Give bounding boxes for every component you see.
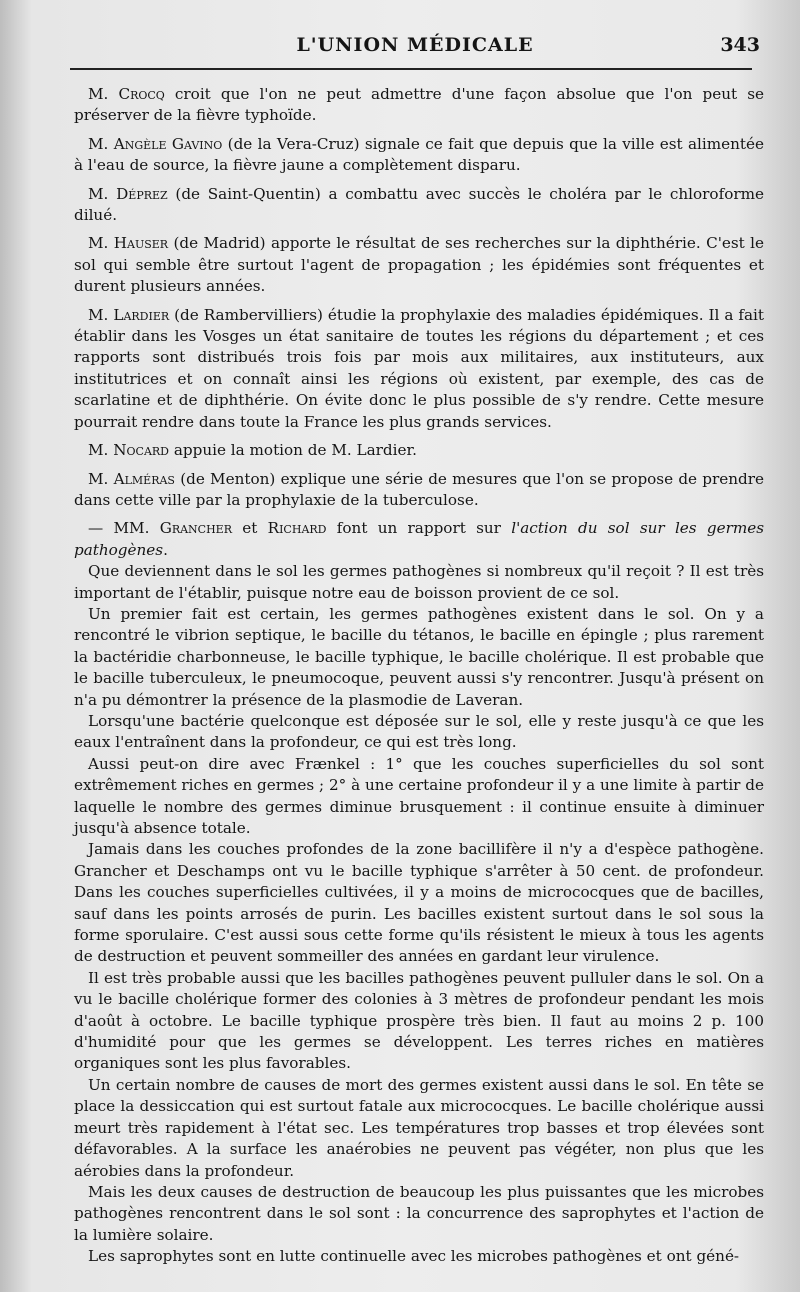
- running-title: L'UNION MÉDICALE: [296, 34, 534, 56]
- m-prefix: M.: [88, 441, 114, 460]
- speaker-name: Alméras: [113, 469, 175, 488]
- paragraph: Jamais dans les couches profondes de la zone bacillifère il n'y a d'espèce pathogène. Grancher et Deschamps ont vu le bacille typhique s'arrêter à 50 cent. de profondeur. Dans les couches superficielles cultivées, il y a moins de micrococques que de bacilles, sauf dans les points arrosés de purin. Les bacilles existent surtout dans le sol sous la forme sporulaire. C'est aussi sous cette forme qu'ils résistent le mieux à tous les agents de destruction et peuvent sommeiller des années en gardant leur virulence.: [74, 840, 764, 966]
- body-text: [74, 84, 764, 1268]
- paragraph-gavino: [74, 134, 764, 177]
- m-prefix: M.: [88, 469, 114, 488]
- page-number: 343: [720, 34, 760, 56]
- paragraph: Un certain nombre de causes de mort des germes existent aussi dans le sol. En tête se place la dessiccation qui est surtout fatale aux micrococques. Le bacille cholérique aussi meurt très rapidement à l'état sec. Les températures trop basses et trop élevées sont défavorables. A la surface les anaérobies ne peuvent pas végéter, non plus que les aérobies dans la profondeur.: [74, 1075, 764, 1180]
- paragraph-text: (de la Vera-Cruz) signale ce fait que depuis que la ville est alimentée à l'eau de source, la fièvre jaune a complètement disparu.: [74, 134, 764, 175]
- m-prefix: M.: [88, 305, 114, 324]
- speaker-name: Nocard: [113, 441, 169, 460]
- paragraph-rapport: [74, 518, 764, 561]
- speaker-name: Lardier: [113, 305, 170, 324]
- paragraph: Un premier fait est certain, les germes pathogènes existent dans le sol. On y a rencontré le vibrion septique, le bacille du tétanos, le bacille en épingle ; plus rarement la bactéridie charbonneuse, le bacille typhique, le bacille cholérique. Il est probable que le bacille tuberculeux, le pneumocoque, peuvent aussi s'y rencontrer. Jusqu'à présent on n'a pu démontrer la présence de la plasmodie de Laveran.: [74, 604, 764, 709]
- paragraph: Les saprophytes sont en lutte continuelle avec les microbes pathogènes et ont géné-: [88, 1247, 740, 1266]
- paragraph-text: croit que l'on ne peut admettre d'une façon absolue que l'on peut se préserver de la fièvre typhoïde.: [74, 85, 764, 125]
- paragraph-text: (de Rambervilliers) étudie la prophylaxie des maladies épidémiques. Il a fait établir dans les Vosges un état sanitaire de toutes les régions du département ; et ces rapports sont distribués trois fois par mois aux militaires, aux instituteurs, aux institutrices et on connaît ainsi les régions où existent, par exemple, des cas de scarlatine et de diphthérie. On évite donc le plus possible de s'y rendre. Cette mesure pourrait rendre dans toute la France les plus grands services.: [74, 305, 764, 431]
- speaker-name: Hauser: [113, 234, 169, 253]
- rapport-lead: — MM.: [88, 519, 160, 538]
- paragraph-text: (de Menton) explique une série de mesures que l'on se propose de prendre dans cette ville par la prophylaxie de la tuberculose.: [74, 469, 764, 509]
- paragraph: Il est très probable aussi que les bacilles pathogènes peuvent pulluler dans le sol. On a vu le bacille cholérique former des colonies à 3 mètres de profondeur pendant les mois d'août à octobre. Le bacille typhique prospère très bien. Il faut au moins 2 p. 100 d'humidité pour que les germes se développent. Les terres riches en matières organiques sont les plus favorables.: [74, 968, 764, 1073]
- paragraph-text: (de Saint-Quentin) a combattu avec succès le choléra par le chloroforme dilué.: [74, 184, 764, 225]
- paragraph-crocq: [74, 84, 764, 127]
- m-prefix: M.: [88, 134, 114, 153]
- paragraph-hauser: [74, 233, 764, 297]
- paragraph-nocard: [74, 440, 764, 461]
- header-rule: [70, 68, 752, 70]
- page-header: [70, 30, 760, 64]
- paragraph-deprez: [74, 184, 764, 227]
- author-name: Grancher: [159, 519, 232, 538]
- paragraph: Mais les deux causes de destruction de beaucoup les plus puissantes que les microbes pathogènes rencontrent dans le sol sont : la concurrence des saprophytes et l'action de la lumière solaire.: [74, 1182, 764, 1244]
- speaker-name: Déprez: [116, 184, 168, 203]
- paragraph-lardier: [74, 305, 764, 433]
- m-prefix: M.: [88, 85, 119, 103]
- report-title: l'action du sol sur les germes pathogènes: [74, 519, 765, 559]
- paragraph-text: (de Madrid) apporte le résultat de ses recherches sur la diphthérie. C'est le sol qui semble être surtout l'agent de propagation ; les épidémies sont fréquentes et durent plusieurs années.: [74, 234, 764, 296]
- paragraph: Que deviennent dans le sol les germes pathogènes si nombreux qu'il reçoit ? Il est très important de l'établir, puisque notre eau de boisson provient de ce sol.: [74, 562, 764, 602]
- paragraph-almeras: [74, 469, 764, 512]
- rapport-conjunction: et: [232, 519, 268, 538]
- paragraph-text: appuie la motion de M. Lardier.: [169, 441, 417, 460]
- speaker-name: Angèle Gavino: [113, 134, 223, 153]
- paragraph: Lorsqu'une bactérie quelconque est déposée sur le sol, elle y reste jusqu'à ce que les eaux l'entraînent dans la profondeur, ce qui est très long.: [74, 711, 764, 752]
- author-name: Richard: [267, 519, 327, 538]
- speaker-name: Crocq: [118, 85, 165, 103]
- paragraph: Aussi peut-on dire avec Frænkel : 1° que les couches superficielles du sol sont extrêmement riches en germes ; 2° à une certaine profondeur il y a une limite à partir de laquelle le nombre des germes diminue brusquement : il continue ensuite à diminuer jusqu'à absence totale.: [74, 754, 764, 837]
- m-prefix: M.: [88, 234, 114, 253]
- rapport-end: .: [163, 540, 168, 559]
- m-prefix: M.: [88, 184, 117, 203]
- rapport-text: font un rapport sur: [326, 519, 512, 538]
